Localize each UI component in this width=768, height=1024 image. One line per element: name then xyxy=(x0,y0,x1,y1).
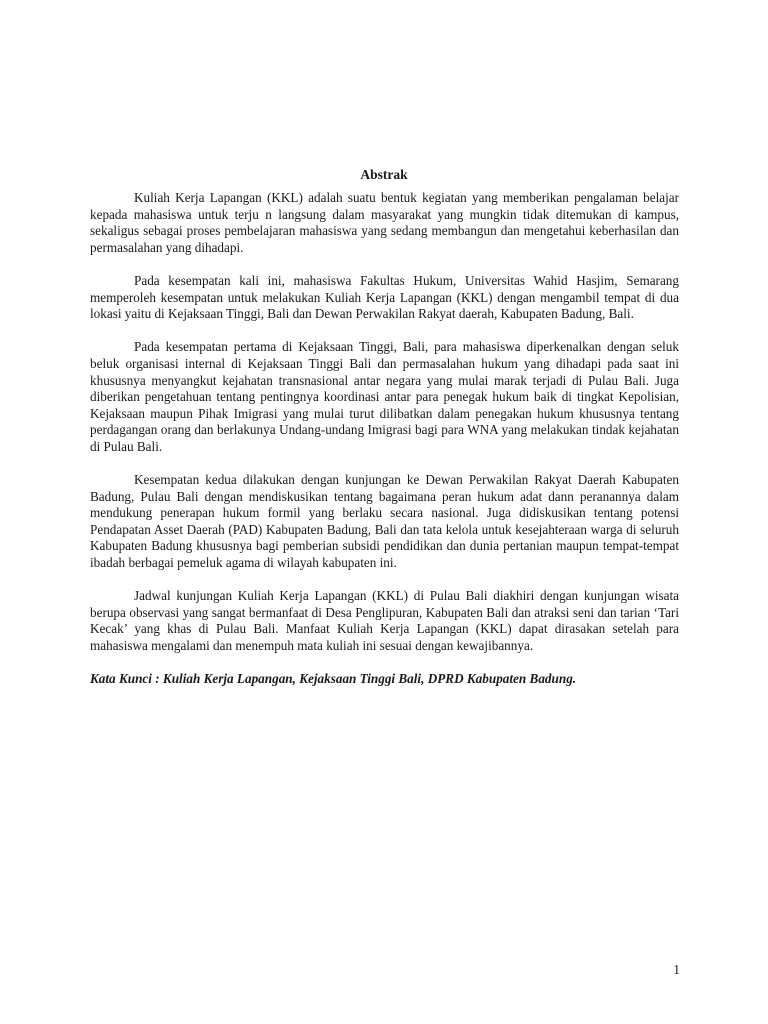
abstract-title: Abstrak xyxy=(360,167,408,182)
abstract-body xyxy=(90,190,679,688)
page-number: 1 xyxy=(673,962,680,977)
abstract-paragraph-4: Kesempatan kedua dilakukan dengan kunjungan ke Dewan Perwakilan Rakyat Daerah Kabupaten Badung, Pulau Bali dengan mendiskusikan tentang bagaimana peran hukum adat dann peranannya dalam mendukung penerapan hukum formil yang berlaku secara nasional. Juga didiskusikan tentang potensi Pendapatan Asset Daerah (PAD) Kabupaten Badung, Bali dan tata kelola untuk kesejahteraan warga di seluruh Kabupaten Badung khususnya bagi pemberian subsidi pendidikan dan dunia pertanian maupun tempat-tempat ibadah berbagai pemeluk agama di wilayah kabupaten ini. xyxy=(90,472,679,571)
abstract-paragraph-1: Kuliah Kerja Lapangan (KKL) adalah suatu bentuk kegiatan yang memberikan pengalaman belajar kepada mahasiswa untuk terju n langsung dalam masyarakat yang mungkin tidak ditemukan di kampus, sekaligus sebagai proses pembelajaran mahasiswa yang sedang membangun dan mengetahui keberhasilan dan permasalahan yang dihadapi. xyxy=(90,190,679,255)
abstract-paragraph-2: Pada kesempatan kali ini, mahasiswa Fakultas Hukum, Universitas Wahid Hasjim, Semarang memperoleh kesempatan untuk melakukan Kuliah Kerja Lapangan (KKL) dengan mengambil tempat di dua lokasi yaitu di Kejaksaan Tinggi, Bali dan Dewan Perwakilan Rakyat daerah, Kabupaten Badung, Bali. xyxy=(90,272,679,322)
abstract-paragraph-5: Jadwal kunjungan Kuliah Kerja Lapangan (KKL) di Pulau Bali diakhiri dengan kunjungan wisata berupa observasi yang sangat bermanfaat di Desa Penglipuran, Kabupaten Bali dan atraksi seni dan tarian ‘Tari Kecak’ yang khas di Pulau Bali. Manfaat Kuliah Kerja Lapangan (KKL) dapat dirasakan setelah para mahasiswa mengalami dan menempuh mata kuliah ini sesuai dengan kewajibannya. xyxy=(90,588,679,654)
abstract-paragraph-3: Pada kesempatan pertama di Kejaksaan Tinggi, Bali, para mahasiswa diperkenalkan dengan seluk beluk organisasi internal di Kejaksaan Tinggi Bali dan permasalahan hukum yang dihadapi pada saat ini khususnya menyangkut kejahatan transnasional antar negara yang mulai marak terjadi di Pulau Bali. Juga diberikan pengetahuan tentang pentingnya koordinasi antar para penegak hukum baik di tingkat Kepolisian, Kejaksaan maupun Pihak Imigrasi yang mulai turut dilibatkan dalam penegakan hukum khususnya tentang perdagangan orang dan berlakunya Undang-undang Imigrasi bagi para WNA yang melakukan tindak kejahatan di Pulau Bali. xyxy=(90,339,679,454)
keywords: Kata Kunci : Kuliah Kerja Lapangan, Kejaksaan Tinggi Bali, DPRD Kabupaten Badung. xyxy=(90,671,577,687)
